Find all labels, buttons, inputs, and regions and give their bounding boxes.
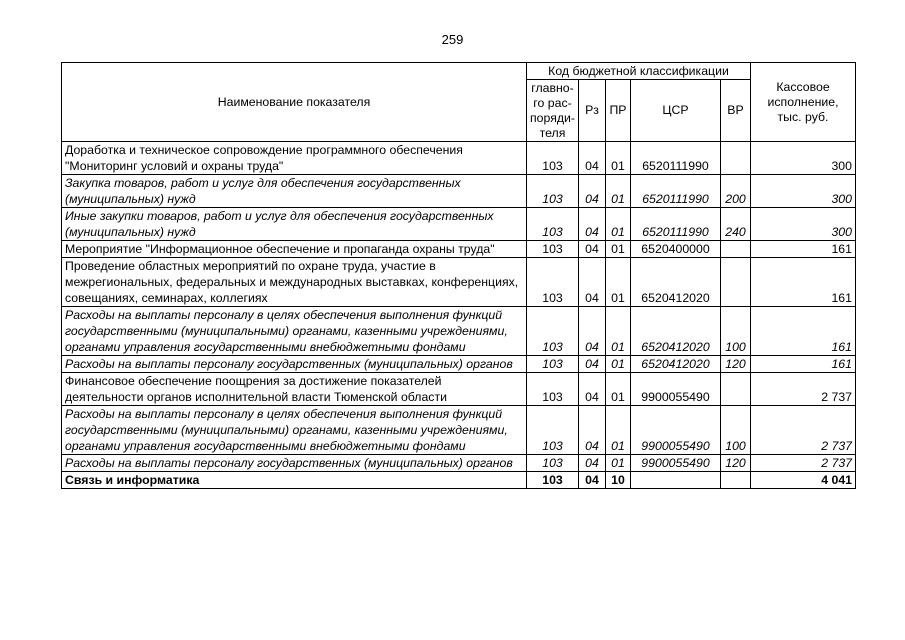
header-name: Наименование показателя — [62, 63, 527, 142]
header-amount: Кассовое исполнение, тыс. руб. — [751, 63, 856, 142]
row-name: Расходы на выплаты персоналу государственных (муниципальных) органов — [62, 356, 527, 373]
row-rz: 04 — [579, 356, 606, 373]
header-vr: ВР — [721, 80, 751, 142]
header-glavny: главно-го рас-поряди-теля — [527, 80, 579, 142]
row-amount: 300 — [751, 208, 856, 241]
row-name: Расходы на выплаты персоналу государственных (муниципальных) органов — [62, 455, 527, 472]
row-name: Связь и информатика — [62, 472, 527, 489]
header-rz: Рз — [579, 80, 606, 142]
table-row — [62, 472, 856, 489]
row-pr: 01 — [606, 175, 631, 208]
table-row — [62, 373, 856, 406]
row-rz: 04 — [579, 142, 606, 175]
row-glavny: 103 — [527, 142, 579, 175]
row-glavny: 103 — [527, 175, 579, 208]
row-vr: 240 — [721, 208, 751, 241]
table-row — [62, 307, 856, 356]
table-body — [62, 142, 856, 489]
row-pr: 01 — [606, 241, 631, 258]
row-rz: 04 — [579, 307, 606, 356]
table-row — [62, 356, 856, 373]
row-vr — [721, 258, 751, 307]
row-pr: 01 — [606, 356, 631, 373]
row-glavny: 103 — [527, 258, 579, 307]
row-pr: 01 — [606, 208, 631, 241]
row-glavny: 103 — [527, 241, 579, 258]
table-row — [62, 175, 856, 208]
row-amount: 161 — [751, 356, 856, 373]
row-csr: 6520412020 — [631, 258, 721, 307]
row-glavny: 103 — [527, 307, 579, 356]
row-amount: 161 — [751, 241, 856, 258]
budget-execution-table — [61, 62, 856, 489]
row-amount: 2 737 — [751, 455, 856, 472]
row-name: Финансовое обеспечение поощрения за достижение показателей деятельности органов исполнительной власти Тюменской области — [62, 373, 527, 406]
row-vr — [721, 472, 751, 489]
row-rz: 04 — [579, 175, 606, 208]
row-amount: 300 — [751, 175, 856, 208]
row-amount: 2 737 — [751, 373, 856, 406]
table-row — [62, 258, 856, 307]
row-pr: 01 — [606, 142, 631, 175]
row-glavny: 103 — [527, 373, 579, 406]
row-rz: 04 — [579, 258, 606, 307]
row-rz: 04 — [579, 406, 606, 455]
row-name: Расходы на выплаты персоналу в целях обеспечения выполнения функций государственными (муниципальными) органами, казенными учреждениями, органами управления государственными внебюджетными фондами — [62, 307, 527, 356]
row-pr: 01 — [606, 455, 631, 472]
row-vr — [721, 241, 751, 258]
row-name: Расходы на выплаты персоналу в целях обеспечения выполнения функций государственными (муниципальными) органами, казенными учреждениями, органами управления государственными внебюджетными фондами — [62, 406, 527, 455]
row-glavny: 103 — [527, 208, 579, 241]
row-pr: 01 — [606, 258, 631, 307]
header-pr: ПР — [606, 80, 631, 142]
row-csr: 6520412020 — [631, 307, 721, 356]
table-row — [62, 241, 856, 258]
row-rz: 04 — [579, 472, 606, 489]
row-name: Мероприятие "Информационное обеспечение и пропаганда охраны труда" — [62, 241, 527, 258]
row-csr: 6520111990 — [631, 208, 721, 241]
row-csr: 6520400000 — [631, 241, 721, 258]
row-amount: 2 737 — [751, 406, 856, 455]
table-row — [62, 455, 856, 472]
row-rz: 04 — [579, 241, 606, 258]
row-pr: 01 — [606, 406, 631, 455]
row-csr — [631, 472, 721, 489]
row-csr: 9900055490 — [631, 373, 721, 406]
row-csr: 9900055490 — [631, 406, 721, 455]
row-pr: 01 — [606, 307, 631, 356]
row-pr: 01 — [606, 373, 631, 406]
row-amount: 161 — [751, 258, 856, 307]
row-vr: 120 — [721, 356, 751, 373]
row-csr: 6520111990 — [631, 175, 721, 208]
table-row — [62, 142, 856, 175]
row-csr: 6520111990 — [631, 142, 721, 175]
row-glavny: 103 — [527, 472, 579, 489]
row-vr: 100 — [721, 307, 751, 356]
row-glavny: 103 — [527, 455, 579, 472]
row-vr: 200 — [721, 175, 751, 208]
row-csr: 6520412020 — [631, 356, 721, 373]
row-glavny: 103 — [527, 356, 579, 373]
row-rz: 04 — [579, 373, 606, 406]
row-name: Закупка товаров, работ и услуг для обеспечения государственных (муниципальных) нужд — [62, 175, 527, 208]
row-rz: 04 — [579, 208, 606, 241]
row-name: Иные закупки товаров, работ и услуг для обеспечения государственных (муниципальных) нужд — [62, 208, 527, 241]
row-pr: 10 — [606, 472, 631, 489]
page-number: 259 — [441, 32, 464, 47]
row-csr: 9900055490 — [631, 455, 721, 472]
row-glavny: 103 — [527, 406, 579, 455]
row-amount: 4 041 — [751, 472, 856, 489]
header-code-group: Код бюджетной классификации — [527, 63, 751, 80]
row-amount: 161 — [751, 307, 856, 356]
row-rz: 04 — [579, 455, 606, 472]
row-vr — [721, 142, 751, 175]
row-vr: 100 — [721, 406, 751, 455]
header-csr: ЦСР — [631, 80, 721, 142]
row-name: Проведение областных мероприятий по охране труда, участие в межрегиональных, федеральных и международных выставках, конференциях, совещаниях, семинарах, коллегиях — [62, 258, 527, 307]
row-vr — [721, 373, 751, 406]
row-vr: 120 — [721, 455, 751, 472]
table-row — [62, 208, 856, 241]
table-row — [62, 406, 856, 455]
row-amount: 300 — [751, 142, 856, 175]
row-name: Доработка и техническое сопровождение программного обеспечения "Мониторинг условий и охраны труда" — [62, 142, 527, 175]
